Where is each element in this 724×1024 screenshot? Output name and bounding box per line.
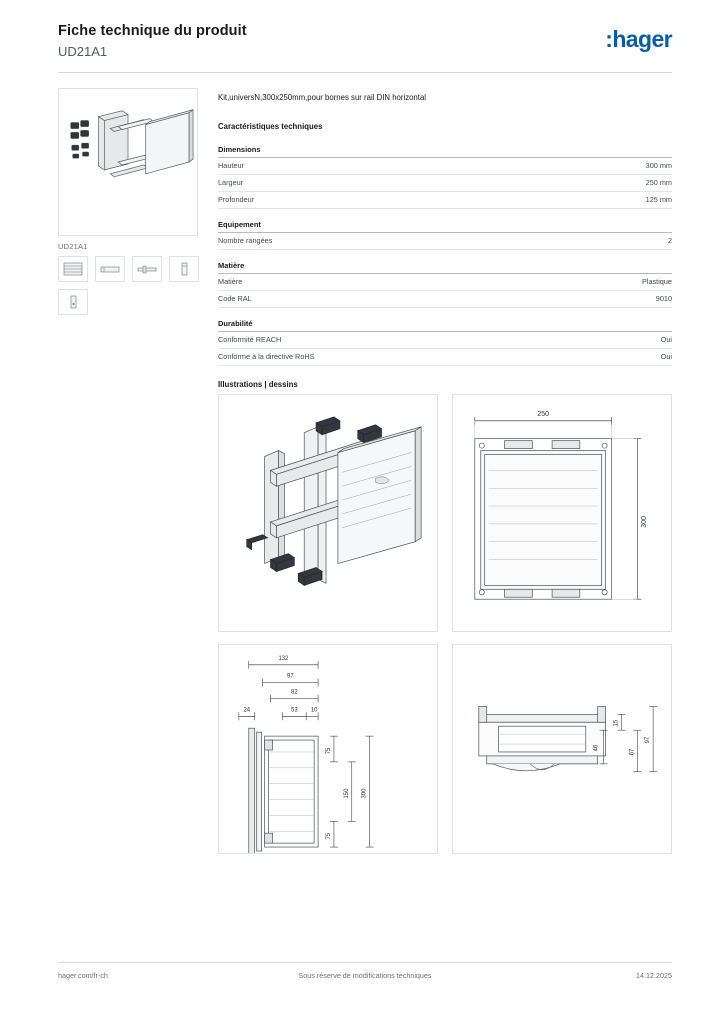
thumbnail-1[interactable]: [58, 256, 88, 282]
figure-front-view: [452, 394, 672, 632]
dim-67: 67: [629, 748, 636, 756]
page-header: [58, 22, 672, 62]
spec-row: [218, 332, 672, 349]
dim-53: 53: [291, 707, 298, 714]
page-title: Fiche technique du produit: [58, 23, 247, 39]
dim-97: 97: [287, 673, 294, 680]
footer-divider: [58, 962, 672, 963]
page-footer: [58, 971, 672, 987]
spec-group-durabilite: [218, 319, 672, 366]
thumbnail-4[interactable]: [169, 256, 199, 282]
spec-group-title: Equipement: [218, 220, 672, 233]
spec-value: Plastique: [641, 277, 672, 287]
thumbnail-5[interactable]: [58, 289, 88, 315]
specifications-panel: [218, 92, 672, 366]
dim-height: 300: [641, 516, 649, 528]
spec-label: Conforme à la directive RoHS: [218, 352, 315, 362]
spec-label: Hauteur: [218, 161, 244, 171]
illustrations-heading: Illustrations | dessins: [218, 380, 298, 389]
thumbnail-3[interactable]: [132, 256, 162, 282]
spec-label: Nombre rangées: [218, 236, 273, 246]
dim-15: 15: [613, 719, 620, 727]
hager-logo: :hager: [605, 26, 672, 52]
spec-group-title: Dimensions: [218, 145, 672, 158]
header-divider: [58, 72, 672, 73]
footer-date: 14.12.2025: [636, 971, 672, 980]
spec-group-title: Durabilité: [218, 319, 672, 332]
spec-value: 2: [667, 236, 672, 246]
dim-46: 46: [593, 744, 600, 752]
spec-value: 9010: [655, 294, 672, 304]
figure-exploded-view: [218, 394, 438, 632]
dim-24: 24: [243, 707, 251, 714]
spec-row: [218, 274, 672, 291]
footer-website-link[interactable]: hager.com/fr-ch: [58, 971, 108, 980]
product-image-code: UD21A1: [58, 242, 88, 251]
dim-75-bottom: 75: [325, 832, 332, 840]
dim-width: 250: [537, 410, 549, 418]
spec-group-dimensions: [218, 145, 672, 209]
figure-side-section-view: [218, 644, 438, 854]
product-image: [58, 88, 198, 236]
spec-group-equipement: [218, 220, 672, 250]
spec-row: [218, 291, 672, 308]
spec-row: [218, 349, 672, 366]
product-description: Kit,universN,300x250mm,pour bornes sur rail DIN horizontal: [218, 93, 427, 102]
spec-label: Code RAL: [218, 294, 252, 304]
figure-top-section-view: [452, 644, 672, 854]
dim-132: 132: [278, 655, 289, 662]
spec-label: Profondeur: [218, 195, 255, 205]
footer-disclaimer: Sous réserve de modifications techniques: [298, 971, 432, 980]
spec-value: Oui: [660, 335, 672, 345]
spec-row: [218, 175, 672, 192]
spec-row: [218, 158, 672, 175]
spec-label: Conformité REACH: [218, 335, 282, 345]
spec-group-matiere: [218, 261, 672, 308]
product-reference: UD21A1: [58, 43, 108, 59]
spec-value: 125 mm: [645, 195, 672, 205]
spec-label: Largeur: [218, 178, 244, 188]
specs-heading: Caractéristiques techniques: [218, 121, 323, 131]
thumbnail-2[interactable]: [95, 256, 125, 282]
spec-value: Oui: [660, 352, 672, 362]
dim-10: 10: [310, 707, 318, 714]
dim-97: 97: [645, 736, 652, 744]
dim-75-top: 75: [325, 747, 332, 755]
dim-82: 82: [291, 689, 298, 696]
spec-label: Matière: [218, 277, 243, 287]
spec-value: 250 mm: [645, 178, 672, 188]
spec-group-title: Matière: [218, 261, 672, 274]
thumbnail-gallery: [58, 256, 208, 322]
dim-300: 300: [361, 788, 368, 799]
spec-row: [218, 233, 672, 250]
spec-value: 300 mm: [645, 161, 672, 171]
dim-150: 150: [343, 788, 350, 799]
spec-row: [218, 192, 672, 209]
